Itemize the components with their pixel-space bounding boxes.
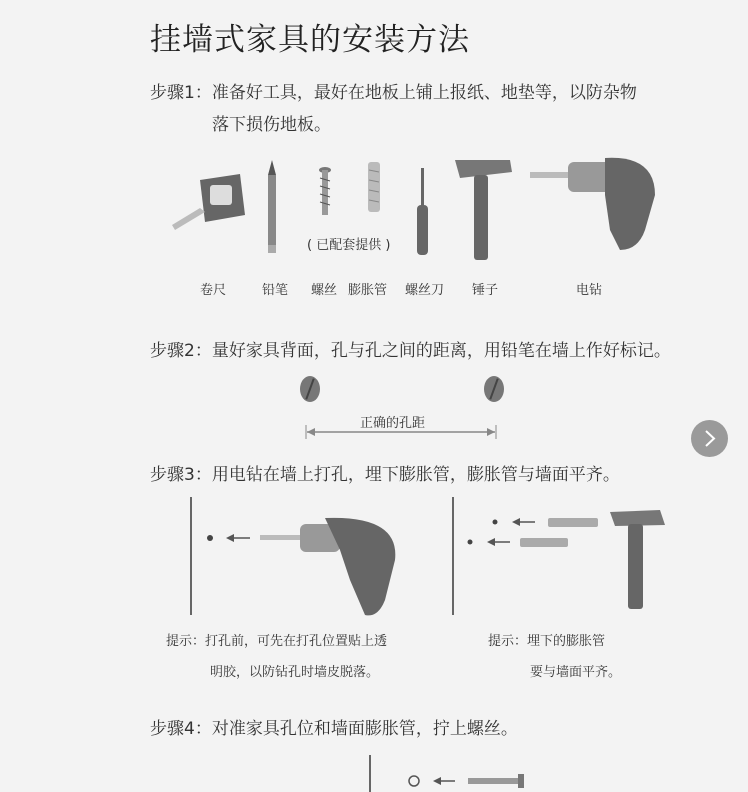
tip-left-line1: 提示：打孔前，可先在打孔位置贴上透 [166, 634, 388, 649]
tools-illustration [160, 150, 670, 265]
tip-left-line2: 明胶，以防钻孔时墙皮脱落。 [210, 665, 380, 680]
tool-label: 卷尺 [200, 283, 227, 298]
wall-line-right [452, 497, 454, 615]
step2-text: 步骤2：量好家具背面，孔与孔之间的距离，用铅笔在墙上作好标记。 [150, 341, 671, 361]
hole-mark-right [484, 376, 504, 402]
screw-icon [319, 167, 331, 215]
wall-line-left [190, 497, 192, 615]
tool-label: 电钻 [576, 283, 603, 298]
chevron-right-icon [691, 420, 728, 457]
screwdriver-icon [417, 168, 428, 255]
hole-mark-left [300, 376, 320, 402]
step1-line1: 步骤1：准备好工具，最好在地板上铺上报纸、地垫等，以防杂物 [150, 83, 637, 103]
distance-label: 正确的孔距 [360, 416, 426, 431]
anchor-insert-illustration [460, 500, 670, 615]
tool-label: 螺丝 [311, 283, 338, 298]
tool-label: 锤子 [472, 283, 499, 298]
tip-right-line1: 提示：埋下的膨胀管 [488, 634, 606, 649]
drill-icon [530, 158, 655, 250]
next-button[interactable] [691, 420, 728, 457]
hammer-icon [455, 160, 512, 260]
step3-text: 步骤3：用电钻在墙上打孔，埋下膨胀管，膨胀管与墙面平齐。 [150, 465, 620, 485]
tool-label: 铅笔 [262, 283, 289, 298]
tape-measure-icon [172, 174, 245, 230]
distance-arrow [305, 425, 497, 439]
anchor-icon [368, 162, 380, 212]
step4-text: 步骤4：对准家具孔位和墙面膨胀管，拧上螺丝。 [150, 719, 518, 739]
tool-label: 膨胀管 [348, 283, 388, 298]
pencil-icon [268, 160, 276, 253]
page-title: 挂墙式家具的安装方法 [150, 22, 470, 58]
drilling-illustration [200, 500, 410, 620]
screw-insert-illustration [400, 770, 540, 792]
tool-label: 螺丝刀 [405, 283, 445, 298]
tip-right-line2: 要与墙面平齐。 [530, 665, 622, 680]
provided-note: ( 已配套提供 ) [307, 238, 391, 253]
step1-line2: 落下损伤地板。 [212, 115, 331, 135]
wall-line-step4 [369, 755, 371, 792]
